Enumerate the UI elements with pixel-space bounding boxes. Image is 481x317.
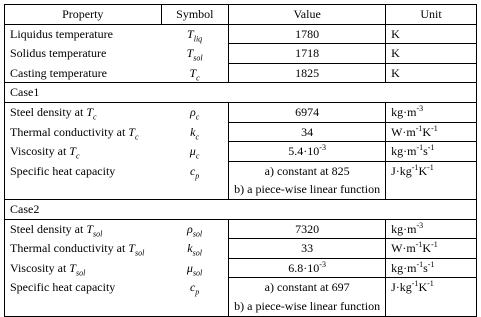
symbol-cell: $T_c$ <box>189 65 200 82</box>
case2-viscosity-row <box>5 258 477 278</box>
symbol-cell: $k_{sol}$ <box>187 241 202 258</box>
value-cell: b) a piece-wise linear function <box>229 180 386 199</box>
value-cell: 1825 <box>229 63 386 83</box>
property-cell: Thermal conductivity at $T_{sol}$ <box>5 239 162 259</box>
unit-cell: $kg\cdot m^{-3}$ <box>386 102 477 122</box>
header-property: Property <box>5 5 162 25</box>
unit-cell: $W\cdot m^{-1}K^{-1}$ <box>386 122 477 142</box>
row-casting <box>5 63 477 83</box>
header-row <box>5 5 477 25</box>
value-cell: $5.4\cdot 10^{-3}$ <box>229 142 386 162</box>
unit-cell: $J\cdot kg^{-1}K^{-1}$ <box>386 161 477 199</box>
case2-heat-row-a <box>5 278 477 297</box>
header-symbol: Symbol <box>161 5 229 25</box>
case1-heading-row <box>5 83 477 103</box>
case1-conductivity-row <box>5 122 477 142</box>
value-cell: $6.8\cdot 10^{-3}$ <box>229 258 386 278</box>
material-properties-table <box>4 4 477 317</box>
symbol-cell: $c_p$ <box>189 163 200 180</box>
value-cell: 7320 <box>229 219 386 239</box>
case1-title: Case1 <box>5 83 477 103</box>
value-cell: 6974 <box>229 102 386 122</box>
row-liquidus <box>5 24 477 44</box>
symbol-cell: $\mu_c$ <box>189 144 200 161</box>
property-cell: Solidus temperature <box>5 44 162 64</box>
value-cell: a) constant at 697 <box>229 278 386 297</box>
value-cell: 1780 <box>229 24 386 44</box>
symbol-cell-empty <box>161 297 229 316</box>
symbol-cell-empty <box>161 180 229 199</box>
property-cell: Specific heat capacity <box>5 161 162 180</box>
unit-cell: $kg\cdot m^{-1}s^{-1}$ <box>386 258 477 278</box>
case2-conductivity-row <box>5 239 477 259</box>
case1-viscosity-row <box>5 142 477 162</box>
unit-cell: K <box>386 24 477 44</box>
property-cell: Viscosity at $T_c$ <box>5 142 162 162</box>
case1-heat-row-a <box>5 161 477 180</box>
value-cell: 34 <box>229 122 386 142</box>
symbol-cell: $\mu_{sol}$ <box>186 260 203 278</box>
property-cell: Liquidus temperature <box>5 24 162 44</box>
case2-heading-row <box>5 199 477 219</box>
property-cell: Casting temperature <box>5 63 162 83</box>
row-solidus <box>5 44 477 64</box>
unit-cell: $kg\cdot m^{-1}s^{-1}$ <box>386 142 477 162</box>
property-cell: Thermal conductivity at $T_c$ <box>5 122 162 142</box>
value-cell: 1718 <box>229 44 386 64</box>
unit-cell: K <box>386 63 477 83</box>
symbol-cell: $T_{sol}$ <box>186 46 203 63</box>
symbol-cell: $\rho_c$ <box>189 105 200 122</box>
case1-density-row <box>5 102 477 122</box>
header-unit: Unit <box>386 5 477 25</box>
property-cell-empty <box>5 180 162 199</box>
header-value: Value <box>229 5 386 25</box>
unit-cell: $W\cdot m^{-1}K^{-1}$ <box>386 239 477 259</box>
property-cell: Specific heat capacity <box>5 278 162 297</box>
property-cell: Steel density at $T_c$ <box>5 102 162 122</box>
symbol-cell: $T_{liq}$ <box>187 26 203 44</box>
symbol-cell: $k_c$ <box>190 124 200 141</box>
value-cell: 33 <box>229 239 386 259</box>
property-cell: Steel density at $T_{sol}$ <box>5 219 162 239</box>
properties-table-wrapper <box>4 4 477 317</box>
value-cell: b) a piece-wise linear function <box>229 297 386 316</box>
property-cell-empty <box>5 297 162 316</box>
unit-cell: $J\cdot kg^{-1}K^{-1}$ <box>386 278 477 316</box>
unit-cell: K <box>386 44 477 64</box>
unit-cell: $kg\cdot m^{-3}$ <box>386 219 477 239</box>
symbol-cell: $c_p$ <box>189 280 200 297</box>
value-cell: a) constant at 825 <box>229 161 386 180</box>
symbol-cell: $\rho_{sol}$ <box>187 221 203 239</box>
case2-density-row <box>5 219 477 239</box>
case2-title: Case2 <box>5 199 477 219</box>
property-cell: Viscosity at $T_{sol}$ <box>5 258 162 278</box>
